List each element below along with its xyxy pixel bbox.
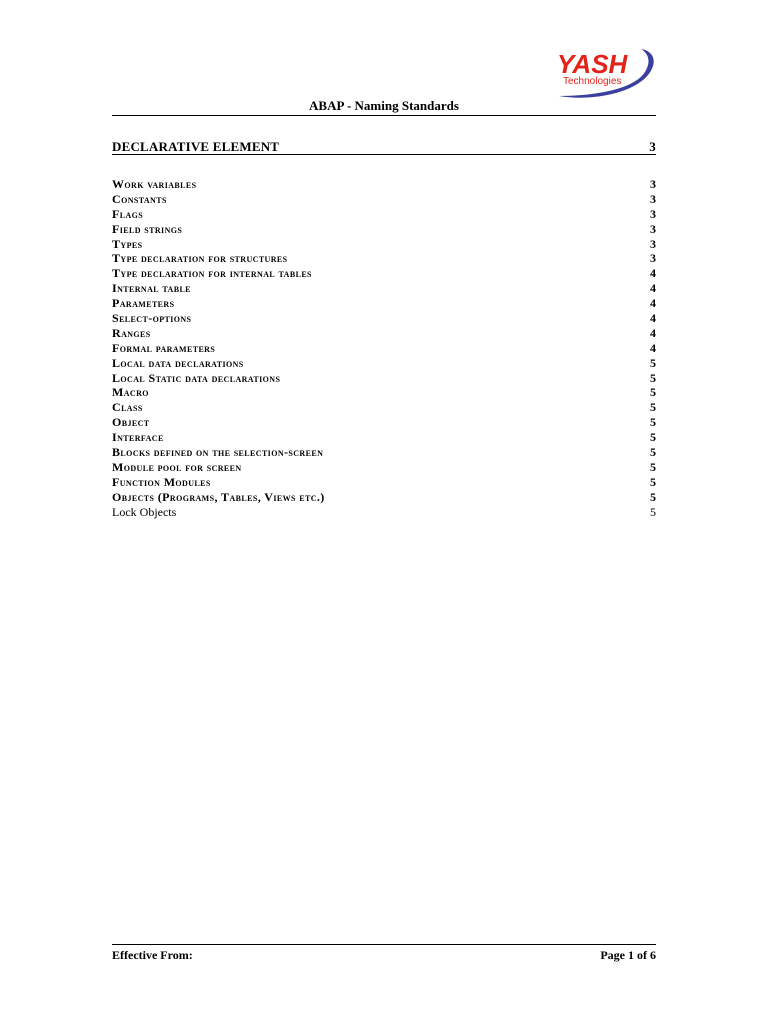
toc-section-page: 3 bbox=[649, 139, 656, 154]
toc-entry[interactable] bbox=[112, 460, 656, 475]
header-divider bbox=[112, 115, 656, 116]
toc-entry-page: 4 bbox=[650, 311, 656, 326]
toc-entry-page: 3 bbox=[650, 251, 656, 266]
toc-entry-page: 5 bbox=[650, 459, 656, 474]
toc-entry-label: Work variables bbox=[112, 177, 197, 191]
toc-entry-label: Formal parameters bbox=[112, 340, 216, 355]
logo-subtext: Technologies bbox=[563, 76, 622, 87]
toc-entry-label: Interface bbox=[112, 430, 164, 445]
toc-entry-page: 3 bbox=[650, 177, 656, 191]
toc-entry[interactable] bbox=[112, 207, 656, 222]
table-of-contents bbox=[112, 177, 656, 519]
toc-entry[interactable] bbox=[112, 371, 656, 386]
toc-entry-label: Ranges bbox=[112, 325, 151, 340]
toc-entry-label: Module pool for screen bbox=[112, 459, 242, 474]
toc-entry-page: 5 bbox=[650, 355, 656, 370]
toc-entry[interactable] bbox=[112, 177, 656, 192]
toc-entry-page: 3 bbox=[650, 206, 656, 221]
toc-entry-page: 4 bbox=[650, 340, 656, 355]
document-title: ABAP - Naming Standards bbox=[309, 98, 459, 113]
toc-entry-label: Object bbox=[112, 415, 150, 430]
toc-entry[interactable] bbox=[112, 251, 656, 266]
toc-entry[interactable] bbox=[112, 475, 656, 490]
toc-entry-page: 5 bbox=[650, 370, 656, 385]
toc-section-heading[interactable] bbox=[112, 138, 656, 155]
toc-entry-page: 5 bbox=[650, 400, 656, 415]
toc-entry-label: Constants bbox=[112, 191, 167, 206]
toc-entry-label: Field strings bbox=[112, 221, 183, 236]
toc-entry[interactable] bbox=[112, 326, 656, 341]
toc-entry[interactable] bbox=[112, 311, 656, 326]
toc-entry[interactable] bbox=[112, 430, 656, 445]
toc-entry-label: Types bbox=[112, 236, 143, 251]
toc-entry-page: 5 bbox=[650, 385, 656, 400]
toc-entry-page: 4 bbox=[650, 266, 656, 281]
toc-entry-page: 5 bbox=[650, 430, 656, 445]
footer-divider bbox=[112, 944, 656, 945]
toc-entry[interactable] bbox=[112, 341, 656, 356]
toc-entry[interactable] bbox=[112, 296, 656, 311]
toc-entry-label: Local data declarations bbox=[112, 355, 244, 370]
toc-entry-label: Type declaration for internal tables bbox=[112, 266, 312, 281]
toc-entry-page: 4 bbox=[650, 281, 656, 296]
toc-entry-label: Parameters bbox=[112, 296, 175, 311]
toc-entry[interactable] bbox=[112, 400, 656, 415]
toc-entry[interactable] bbox=[112, 356, 656, 371]
toc-section-label: DECLARATIVE ELEMENT bbox=[112, 139, 280, 154]
toc-entry-label: Macro bbox=[112, 385, 149, 400]
toc-entry-label: Lock Objects bbox=[112, 504, 177, 519]
toc-entry-page: 4 bbox=[650, 296, 656, 311]
toc-entry-page: 4 bbox=[650, 325, 656, 340]
toc-entry[interactable] bbox=[112, 415, 656, 430]
toc-entry[interactable] bbox=[112, 266, 656, 281]
toc-entry-label: Class bbox=[112, 400, 143, 415]
toc-entry-label: Flags bbox=[112, 206, 144, 221]
toc-entry-label: Blocks defined on the selection-screen bbox=[112, 445, 324, 460]
toc-entry-label: Type declaration for structures bbox=[112, 251, 288, 266]
toc-entry-label: Objects (Programs, Tables, Views etc.) bbox=[112, 489, 325, 504]
yash-technologies-logo bbox=[553, 46, 657, 102]
toc-entry-page: 5 bbox=[650, 415, 656, 430]
toc-entry[interactable] bbox=[112, 490, 656, 505]
toc-entry[interactable] bbox=[112, 445, 656, 460]
page-number: Page 1 of 6 bbox=[600, 948, 656, 962]
logo-wordmark: YASH bbox=[557, 49, 628, 79]
toc-entry-page: 3 bbox=[650, 191, 656, 206]
toc-entry-page: 3 bbox=[650, 236, 656, 251]
toc-entry-label: Select-options bbox=[112, 311, 192, 326]
toc-entry[interactable] bbox=[112, 281, 656, 296]
toc-entry[interactable] bbox=[112, 505, 656, 520]
toc-entry-label: Local Static data declarations bbox=[112, 370, 281, 385]
toc-entry[interactable] bbox=[112, 222, 656, 237]
toc-entry[interactable] bbox=[112, 192, 656, 207]
toc-entry-page: 5 bbox=[650, 504, 656, 519]
toc-entry-page: 5 bbox=[650, 489, 656, 504]
toc-entry-page: 5 bbox=[650, 445, 656, 460]
toc-entry-page: 5 bbox=[650, 474, 656, 489]
effective-from-label: Effective From: bbox=[112, 948, 193, 962]
toc-entry[interactable] bbox=[112, 385, 656, 400]
toc-entry-page: 3 bbox=[650, 221, 656, 236]
toc-entry[interactable] bbox=[112, 237, 656, 252]
toc-entry-label: Internal table bbox=[112, 281, 191, 296]
toc-entry-label: Function Modules bbox=[112, 474, 211, 489]
